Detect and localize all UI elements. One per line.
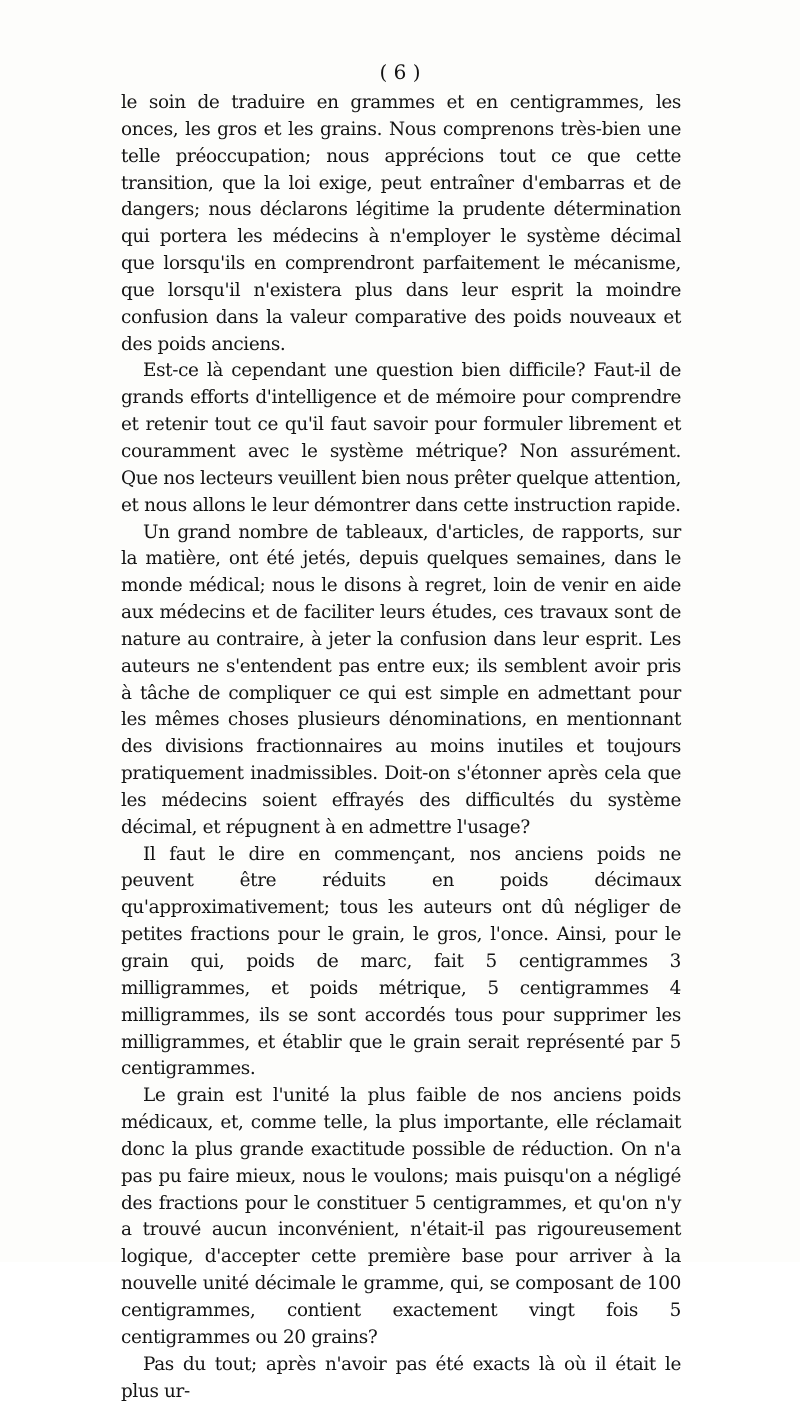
paragraph-4: Il faut le dire en commençant, nos anciens poids ne peuvent être réduits en poids décimaux qu'approximativement; tous les auteurs ont dû négliger de petites fractions pour le grain, le gros, l'once. Ainsi, pour le grain qui, poids de marc, fait 5 centigrammes 3 milligrammes, et poids métrique, 5 centigrammes 4 milligrammes, ils se sont accordés tous pour supprimer les milligrammes, et établir que le grain serait représenté par 5 centigrammes. — [121, 843, 681, 1080]
paragraph-1: le soin de traduire en grammes et en centigrammes, les onces, les gros et les grains. Nous comprenons très-bien une telle préoccupation; nous apprécions tout ce que cette transition, que la loi exige, peut entraîner d'embarras et de dangers; nous déclarons légitime la prudente détermination qui portera les médecins à n'employer le système décimal que lorsqu'ils en comprendront parfaitement le mécanisme, que lorsqu'il n'existera plus dans leur esprit la moindre confusion dans la valeur comparative des poids nouveaux et des poids anciens. — [121, 92, 681, 355]
paragraph-2: Est-ce là cependant une question bien difficile? Faut-il de grands efforts d'intelligence et de mémoire pour comprendre et retenir tout ce qu'il faut savoir pour formuler librement et couramment avec le système métrique? Non assurément. Que nos lecteurs veuillent bien nous prêter quelque attention, et nous allons le leur démontrer dans cette instruction rapide. — [121, 360, 682, 516]
paragraph-3: Un grand nombre de tableaux, d'articles, de rapports, sur la matière, ont été jetés, depuis quelques semaines, dans le monde médical; nous le disons à regret, loin de venir en aide aux médecins et de faciliter leurs études, ces travaux sont de nature au contraire, à jeter la confusion dans leur esprit. Les auteurs ne s'entendent pas entre eux; ils semblent avoir pris à tâche de compliquer ce qui est simple en admettant pour les mêmes choses plusieurs dénominations, en mentionnant des divisions fractionnaires au moins inutiles et toujours pratiquement inadmissibles. Doit-on s'étonner après cela que les médecins soient effrayés des difficultés du système décimal, et répugnent à en admettre l'usage? — [121, 521, 681, 838]
paragraph-6: Pas du tout; après n'avoir pas été exacts là où il était le plus ur- — [121, 1353, 681, 1402]
page-number: ( 6 ) — [379, 60, 421, 84]
paragraph-5: Le grain est l'unité la plus faible de nos anciens poids médicaux, et, comme telle, la plus importante, elle réclamait donc la plus grande exactitude possible de réduction. On n'a pas pu faire mieux, nous le voulons; mais puisqu'on a négligé des fractions pour le constituer 5 centigrammes, et qu'on n'y a trouvé aucun inconvénient, n'était-il pas rigoureusement logique, d'accepter cette première base pour arriver à la nouvelle unité décimale le gramme, qui, se composant de 100 centigrammes, contient exactement vingt fois 5 centigrammes ou 20 grains? — [121, 1085, 681, 1348]
body-text — [121, 90, 681, 1405]
